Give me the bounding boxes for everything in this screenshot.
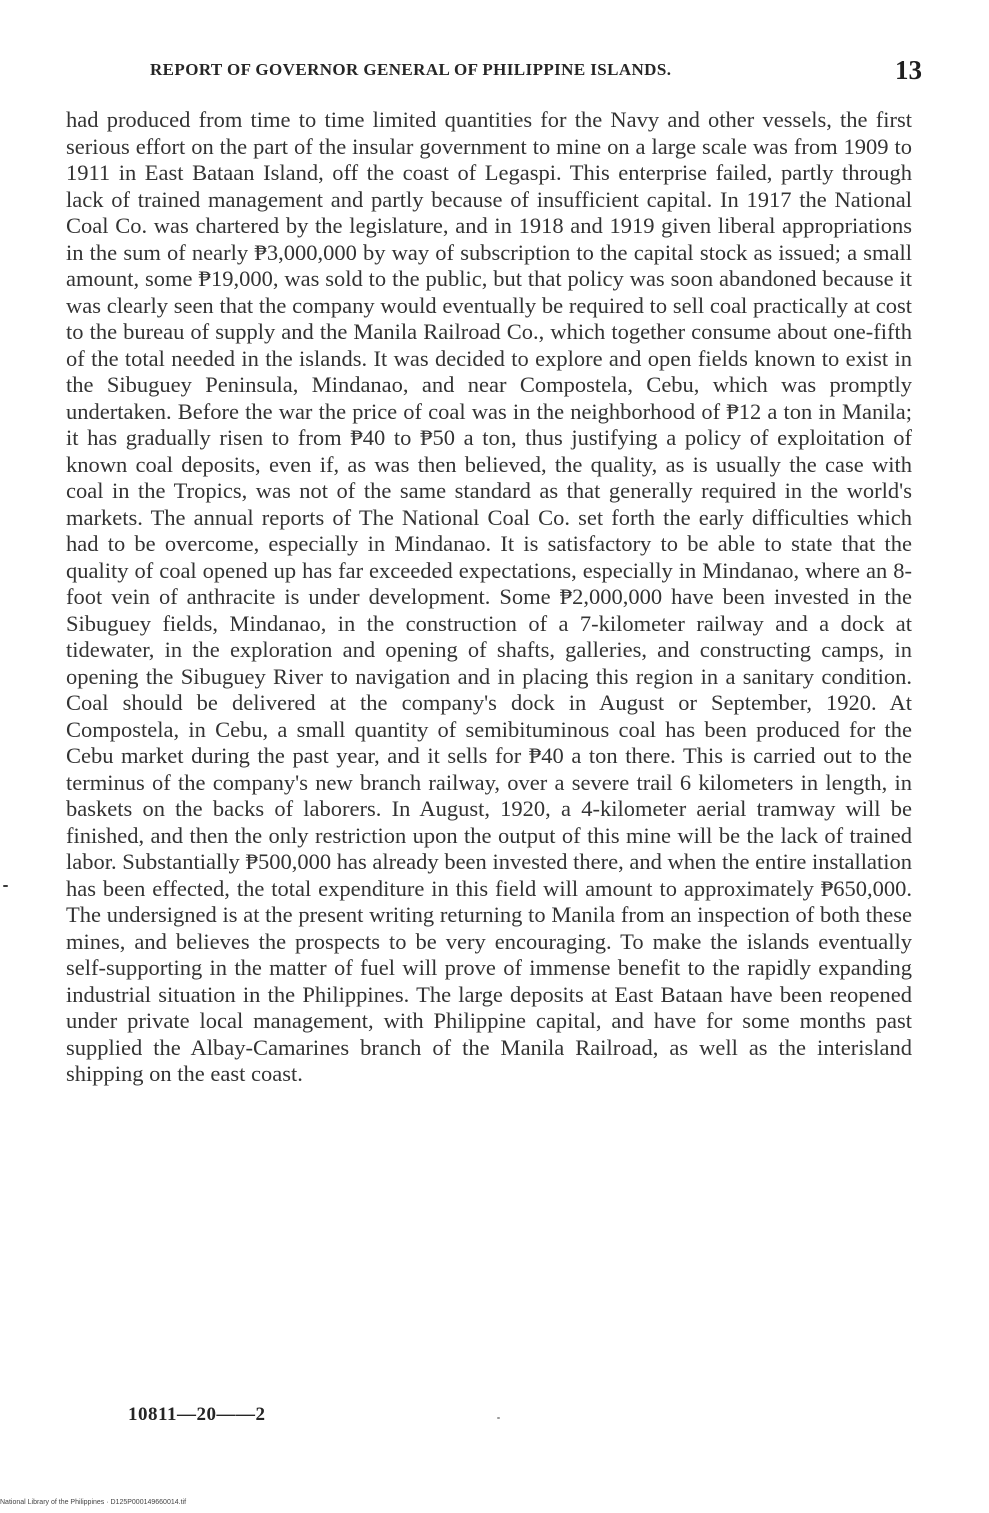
margin-speck: [497, 1417, 500, 1419]
printer-signature-mark: 10811—20——2: [128, 1404, 266, 1425]
scan-credit-line: National Library of the Philippines · D125P000149660014.tif: [0, 1499, 187, 1506]
page-number: 13: [895, 55, 922, 85]
running-head-title: REPORT OF GOVERNOR GENERAL OF PHILIPPINE ISLANDS.: [150, 60, 672, 79]
body-paragraph: had produced from time to time limited quantities for the Navy and other vessels, the first serious effort on the part of the insular government to mine on a large scale was from 1909 to 1911 in East Bataan Island, off the coast of Legaspi. This enterprise failed, partly through lack of trained management and partly because of insufficient capital. In 1917 the National Coal Co. was chartered by the legislature, and in 1918 and 1919 given liberal appropriations in the sum of nearly ₱3,000,000 by way of subscription to the capital stock as issued; a small amount, some ₱19,000, was sold to the public, but that policy was soon abandoned because it was clearly seen that the company would eventually be required to sell coal practically at cost to the bureau of supply and the Manila Railroad Co., which together consume about one-fifth of the total needed in the islands. It was decided to explore and open fields known to exist in the Sibuguey Peninsula, Mindanao, and near Compostela, Cebu, which was promptly undertaken. Before the war the price of coal was in the neighborhood of ₱12 a ton in Manila; it has gradually risen to from ₱40 to ₱50 a ton, thus justifying a policy of exploitation of known coal deposits, even if, as was then believed, the quality, as is usually the case with coal in the Tropics, was not of the same standard as that generally required in the world's markets. The annual reports of The National Coal Co. set forth the early difficulties which had to be overcome, especially in Mindanao. It is satisfactory to be able to state that the quality of coal opened up has far exceeded expectations, especially in Mindanao, where an 8-foot vein of anthracite is under development. Some ₱2,000,000 have been invested in the Sibuguey fields, Mindanao, in the construction of a 7-kilometer railway and a dock at tidewater, in the exploration and opening of shafts, galleries, and constructing camps, in opening the Sibuguey River to navigation and in placing this region in a sanitary condition. Coal should be delivered at the company's dock in August or September, 1920. At Compostela, in Cebu, a small quantity of semibituminous coal has been produced for the Cebu market during the past year, and it sells for ₱40 a ton there. This is carried out to the terminus of the company's new branch railway, over a severe trail 6 kilometers in length, in baskets on the backs of laborers. In August, 1920, a 4-kilometer aerial tramway will be finished, and then the only restriction upon the output of this mine will be the lack of trained labor. Substantially ₱500,000 has already been invested there, and when the entire installation has been effected, the total expenditure in this field will amount to approximately ₱650,000. The undersigned is at the present writing returning to Manila from an inspection of both these mines, and believes the prospects to be very encouraging. To make the islands eventually self-supporting in the matter of fuel will prove of immense benefit to the rapidly expanding industrial situation in the Philippines. The large deposits at East Bataan have been reopened under private local management, with Philippine capital, and have for some months past supplied the Albay-Camarines branch of the Manila Railroad, as well as the interisland shipping on the east coast.: [66, 107, 912, 1086]
margin-speck: [3, 885, 8, 887]
running-head: [66, 57, 922, 87]
